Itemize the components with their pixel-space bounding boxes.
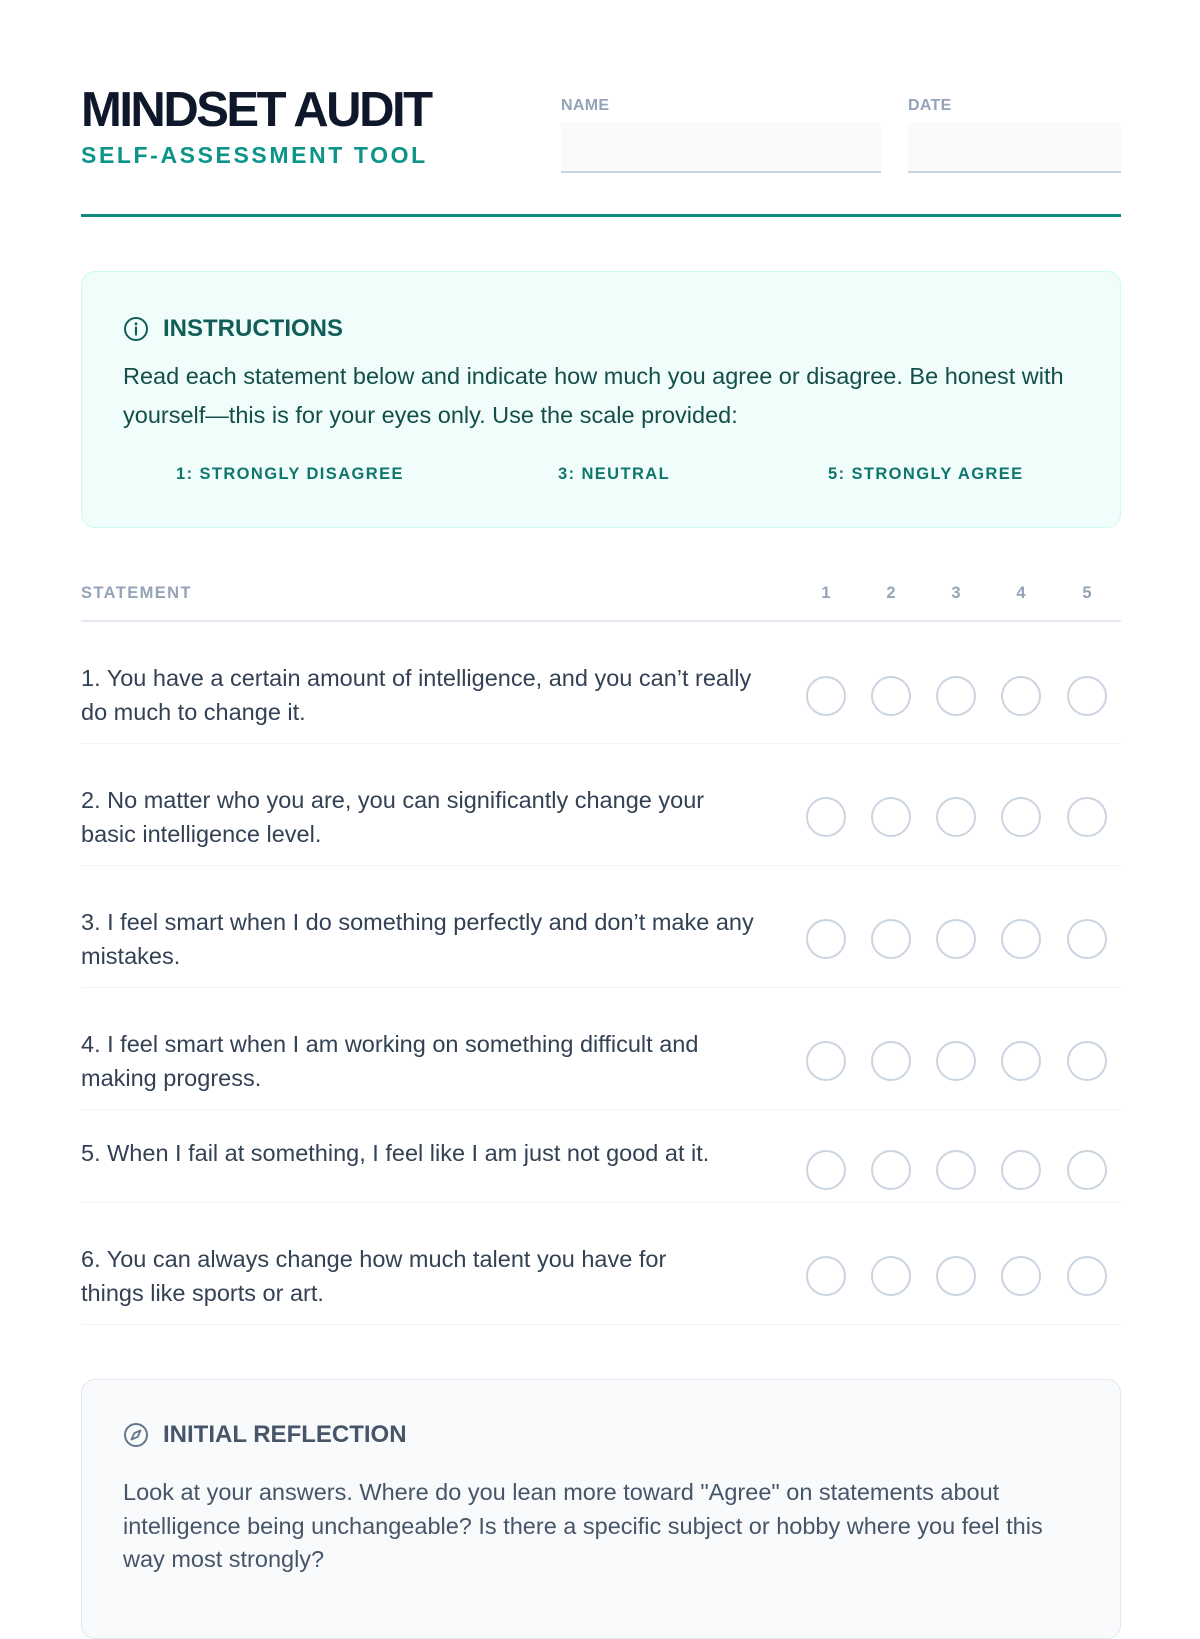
rating-radio-5[interactable] xyxy=(1067,797,1107,837)
rating-radio-3[interactable] xyxy=(936,797,976,837)
name-field-group xyxy=(561,98,881,173)
statement-row xyxy=(81,1110,1121,1203)
instructions-box xyxy=(81,271,1121,528)
statement-row xyxy=(81,988,1121,1110)
header xyxy=(81,80,1121,215)
rating-radio-3[interactable] xyxy=(936,676,976,716)
rating-radio-2[interactable] xyxy=(871,1256,911,1296)
info-icon xyxy=(123,316,149,342)
rating-radio-5[interactable] xyxy=(1067,1041,1107,1081)
date-field-group xyxy=(908,98,1121,173)
statement-row xyxy=(81,1203,1121,1325)
reflection-box xyxy=(81,1379,1121,1639)
scale-column-header-1: 1 xyxy=(821,584,831,602)
statement-text: 6. You can always change how much talent you have for things like sports or art. xyxy=(81,1246,667,1306)
statement-row xyxy=(81,622,1121,744)
rating-radio-4[interactable] xyxy=(1001,797,1041,837)
scale-label-strongly-disagree: 1: STRONGLY DISAGREE xyxy=(176,465,404,483)
instructions-text: Read each statement below and indicate how much you agree or disagree. Be honest with yourself—this is for your eyes only. Use the scale provided: xyxy=(123,363,1064,428)
rating-radio-1[interactable] xyxy=(806,919,846,959)
header-divider xyxy=(81,214,1121,217)
name-input[interactable] xyxy=(561,122,881,173)
rating-radio-3[interactable] xyxy=(936,919,976,959)
scale-column-header-2: 2 xyxy=(886,584,896,602)
rating-radio-3[interactable] xyxy=(936,1150,976,1190)
statement-text: 4. I feel smart when I am working on something difficult and making progress. xyxy=(81,1031,699,1091)
rating-radio-4[interactable] xyxy=(1001,919,1041,959)
rating-radio-1[interactable] xyxy=(806,1041,846,1081)
rating-radio-5[interactable] xyxy=(1067,919,1107,959)
rating-radio-4[interactable] xyxy=(1001,1256,1041,1296)
name-label: NAME xyxy=(561,97,610,114)
rating-radio-3[interactable] xyxy=(936,1041,976,1081)
compass-icon xyxy=(123,1422,149,1448)
scale-column-header-4: 4 xyxy=(1016,584,1026,602)
rating-radio-2[interactable] xyxy=(871,1150,911,1190)
page-title: MINDSET AUDIT xyxy=(81,83,431,137)
page-subtitle: SELF-ASSESSMENT TOOL xyxy=(81,142,428,168)
rating-radio-4[interactable] xyxy=(1001,676,1041,716)
instructions-title: INSTRUCTIONS xyxy=(163,315,343,342)
reflection-title: INITIAL REFLECTION xyxy=(163,1421,407,1448)
scale-label-strongly-agree: 5: STRONGLY AGREE xyxy=(828,465,1024,483)
statement-text: 1. You have a certain amount of intelligence, and you can’t really do much to change it. xyxy=(81,665,752,725)
rating-radio-1[interactable] xyxy=(806,797,846,837)
statement-row xyxy=(81,866,1121,988)
scale-label-neutral: 3: NEUTRAL xyxy=(558,465,671,483)
scale-column-header-5: 5 xyxy=(1082,584,1092,602)
instructions-heading xyxy=(123,316,343,342)
date-label: DATE xyxy=(908,97,952,114)
table-header xyxy=(81,570,1121,622)
rating-radio-2[interactable] xyxy=(871,676,911,716)
rating-radio-5[interactable] xyxy=(1067,676,1107,716)
rating-radio-5[interactable] xyxy=(1067,1150,1107,1190)
rating-radio-5[interactable] xyxy=(1067,1256,1107,1296)
statement-text: 5. When I fail at something, I feel like I am just not good at it. xyxy=(81,1140,710,1166)
rating-radio-3[interactable] xyxy=(936,1256,976,1296)
reflection-text: Look at your answers. Where do you lean more toward "Agree" on statements about intelligence being unchangeable? Is there a specific subject or hobby where you feel this way most strongly? xyxy=(123,1479,1043,1572)
rating-radio-4[interactable] xyxy=(1001,1041,1041,1081)
statement-text: 2. No matter who you are, you can significantly change your basic intelligence level. xyxy=(81,787,705,847)
rating-radio-2[interactable] xyxy=(871,919,911,959)
scale-column-header-3: 3 xyxy=(951,584,961,602)
rating-radio-4[interactable] xyxy=(1001,1150,1041,1190)
scale-legend xyxy=(82,466,1122,486)
rating-radio-2[interactable] xyxy=(871,797,911,837)
rating-radio-1[interactable] xyxy=(806,1150,846,1190)
reflection-heading xyxy=(123,1422,407,1448)
rating-radio-1[interactable] xyxy=(806,1256,846,1296)
rating-radio-2[interactable] xyxy=(871,1041,911,1081)
date-input[interactable] xyxy=(908,122,1121,173)
rating-radio-1[interactable] xyxy=(806,676,846,716)
statement-row xyxy=(81,744,1121,866)
statement-text: 3. I feel smart when I do something perfectly and don’t make any mistakes. xyxy=(81,909,754,969)
statement-column-header: STATEMENT xyxy=(81,584,192,602)
